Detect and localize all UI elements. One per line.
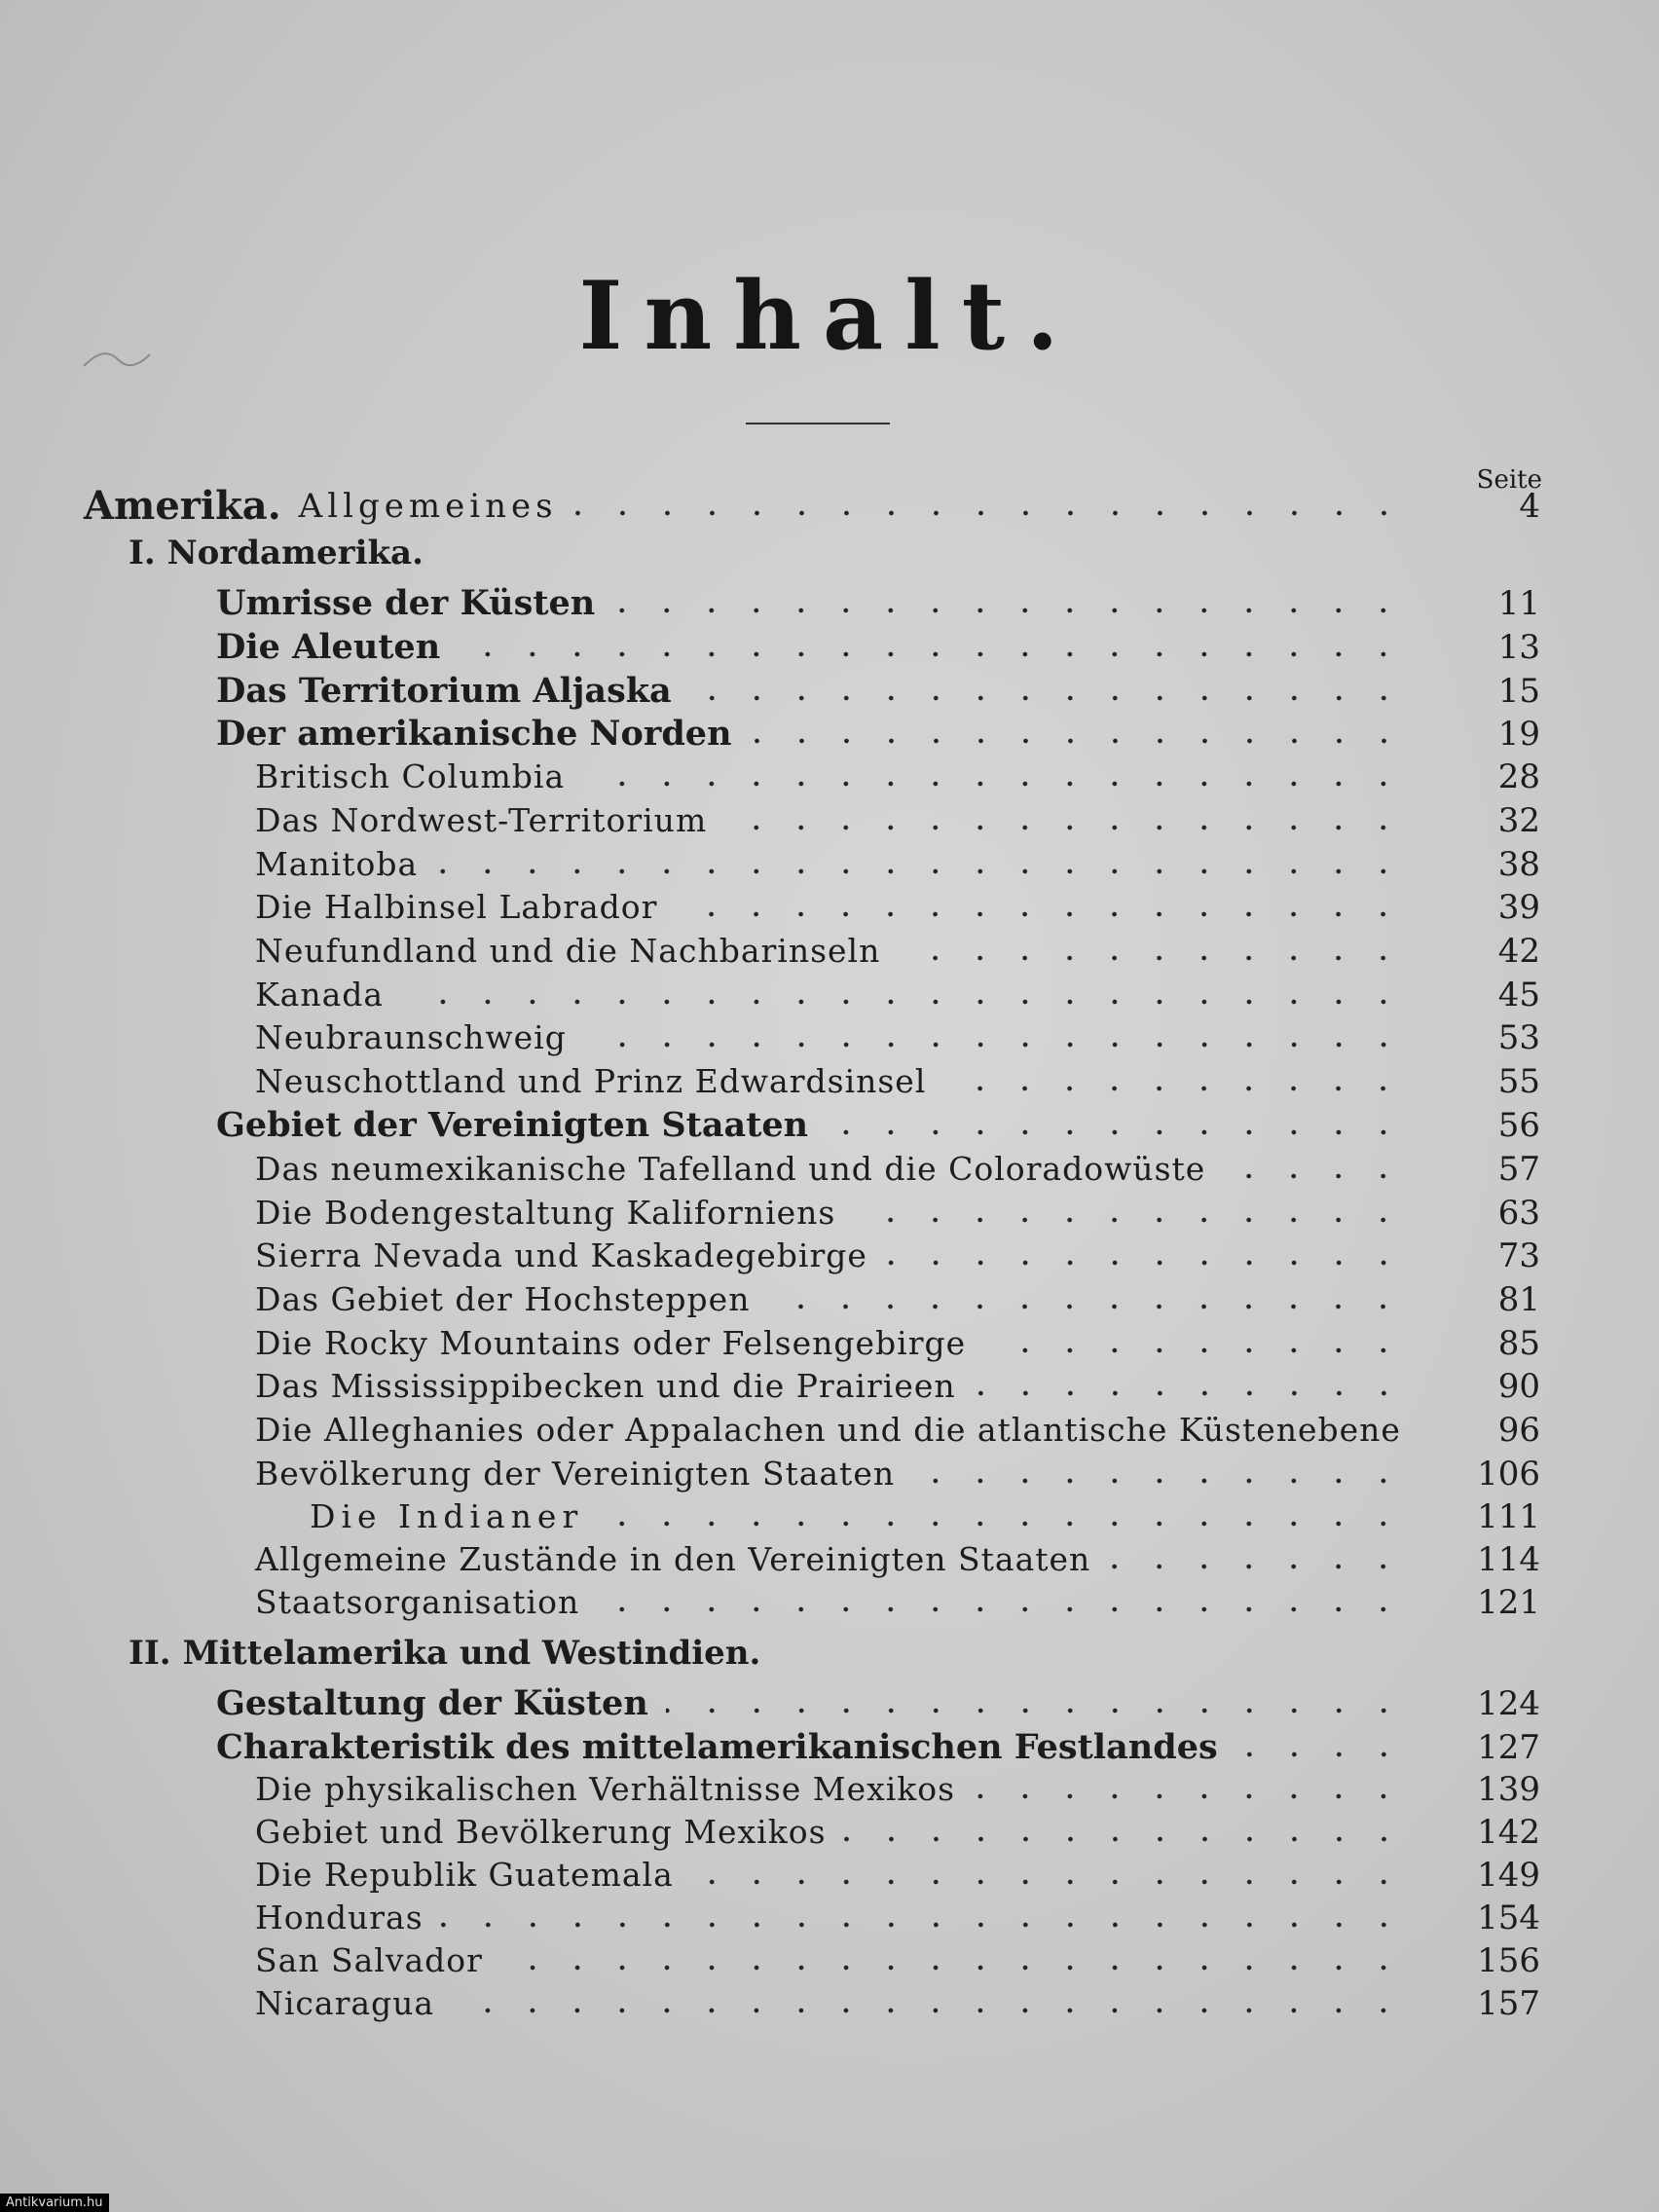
toc-entry-title: Die Bodengestaltung Kaliforniens [255,1194,836,1232]
toc-entry-title: Honduras [255,1899,424,1936]
toc-entry-page-number: 142 [1477,1813,1540,1852]
toc-entry-page-number: 28 [1497,757,1540,796]
dot-leader [441,1922,1406,1928]
toc-entry [0,713,1659,756]
toc-entry-page-number: 85 [1497,1324,1540,1363]
toc-entry [0,1632,1659,1675]
toc-entry-page-number: 124 [1477,1684,1540,1723]
toc-entry [0,1148,1659,1191]
dot-leader [885,1260,1406,1266]
toc-entry [0,756,1659,798]
toc-entry-page-number: 15 [1497,672,1540,711]
toc-entry-title: Das Territorium Aljaska [216,671,672,711]
dot-leader [691,1879,1406,1885]
toc-entry [0,1322,1659,1365]
dot-leader [458,651,1406,657]
toc-entry-title: Die Indianer [310,1497,584,1535]
toc-entry-title: I. Nordamerika. [129,534,424,572]
toc-entry-page-number: 154 [1477,1899,1540,1937]
dot-leader [724,825,1406,830]
toc-entry [0,930,1659,973]
toc-entry-title: Neufundland und die Nachbarinseln [255,932,881,970]
dot-leader [452,2008,1406,2013]
toc-entry-title: Kanada [255,976,385,1014]
toc-entry-page-number: 149 [1477,1856,1540,1895]
toc-entry [0,670,1659,713]
toc-entry-title: Staatsorganisation [255,1583,580,1621]
toc-entry-title: Amerika. [84,483,281,529]
toc-entry-page-number: 19 [1497,715,1540,754]
toc-entry-title: Nicaragua [255,1984,435,2022]
toc-entry [0,532,1659,574]
watermark: Antikvarium.hu [0,2194,109,2212]
toc-entry-page-number: 32 [1497,801,1540,840]
dot-leader [500,1965,1406,1971]
toc-entry-page-number: 127 [1477,1728,1540,1767]
dot-leader [401,999,1406,1005]
toc-entry [0,1235,1659,1277]
dot-leader [767,1304,1406,1309]
toc-entry [0,1495,1659,1538]
dot-leader [973,1793,1406,1799]
toc-entry-title: Sierra Nevada und Kaskadegebirge [255,1236,867,1274]
toc-entry-title: Neubraunschweig [255,1018,567,1056]
toc-entry [0,626,1659,669]
toc-entry-title: Die Rocky Mountains oder Felsengebirge [255,1324,967,1362]
dot-leader [675,911,1406,917]
toc-entry-title: Die physikalischen Verhältnisse Mexikos [255,1770,956,1808]
toc-entry [0,1278,1659,1321]
toc-entry [0,886,1659,929]
toc-entry-page-number: 96 [1497,1411,1540,1450]
toc-entry [0,1192,1659,1235]
dot-leader [844,1836,1406,1842]
toc-entry-title: Gebiet der Vereinigten Staaten [216,1105,809,1145]
toc-entry-page-number: 4 [1519,487,1540,526]
dot-leader [983,1347,1406,1353]
toc-entry-page-number: 139 [1477,1770,1540,1809]
toc-entry-title: Das neumexikanische Tafelland und die Coloradowüste [255,1150,1206,1188]
dot-leader [912,1478,1406,1484]
dot-leader [582,781,1406,787]
toc-entry [0,1060,1659,1103]
toc-entry [0,1726,1659,1769]
toc-entry-page-number: 53 [1497,1018,1540,1057]
toc-entry-page-number: 157 [1477,1984,1540,2023]
page-column-label: Seite [1476,465,1542,495]
toc-entry [0,1854,1659,1897]
dot-leader [898,955,1406,961]
toc-entry-page-number: 11 [1497,584,1540,623]
toc-entry-title: Allgemeine Zustände in den Vereinigten Staaten [255,1540,1091,1578]
toc-entry [0,1939,1659,1982]
toc-entry-subtitle: Allgemeines [298,487,558,526]
toc-entry-page-number: 38 [1497,845,1540,884]
toc-entry-title: Charakteristik des mittelamerikanischen Festlandes [216,1727,1218,1767]
dot-leader [1108,1564,1406,1569]
toc-entry-page-number: 73 [1497,1236,1540,1275]
page-title: Inhalt. [578,261,1081,371]
toc-entry-page-number: 56 [1497,1106,1540,1145]
toc-entry [0,1682,1659,1725]
toc-entry-title: Das Gebiet der Hochsteppen [255,1280,751,1318]
toc-entry [0,1016,1659,1059]
toc-entry-title: Gebiet und Bevölkerung Mexikos [255,1813,827,1851]
toc-entry-title: Die Alleghanies oder Appalachen und die atlantische Küstenebene [255,1411,1401,1449]
toc-entry-title: Das Mississippibecken und die Prairieen [255,1367,956,1405]
toc-entry-page-number: 57 [1497,1150,1540,1189]
toc-entry [0,1982,1659,2025]
toc-entry [0,1409,1659,1452]
toc-entry-title: Umrisse der Küsten [216,583,596,623]
dot-leader [584,1042,1406,1048]
dot-leader [943,1086,1406,1091]
toc-entry [0,1768,1659,1811]
toc-entry [0,1365,1659,1408]
toc-entry [0,974,1659,1016]
toc-entry-page-number: 63 [1497,1194,1540,1233]
toc-entry-title: Die Halbinsel Labrador [255,888,658,926]
toc-entry [0,1581,1659,1624]
toc-entry [0,1538,1659,1581]
toc-entry-title: Die Republik Guatemala [255,1856,674,1894]
dot-leader [435,868,1406,874]
dot-leader [601,1521,1406,1527]
dot-leader [974,1390,1406,1396]
toc-entry-page-number: 45 [1497,976,1540,1014]
toc-entry-title: Neuschottland und Prinz Edwardsinsel [255,1062,927,1100]
toc-entry-title: Der amerikanische Norden [216,714,732,754]
toc-entry-page-number: 55 [1497,1062,1540,1101]
toc-entry-page-number: 90 [1497,1367,1540,1406]
dot-leader [575,510,1406,516]
dot-leader [1235,1751,1406,1757]
toc-entry-title: Gestaltung der Küsten [216,1683,648,1723]
dot-leader [597,1606,1406,1612]
toc-entry-page-number: 156 [1477,1941,1540,1980]
dot-leader [826,1129,1406,1135]
title-divider [746,423,890,424]
toc-entry-title: Manitoba [255,845,419,883]
toc-entry [0,1811,1659,1854]
toc-entry-page-number: 111 [1477,1497,1540,1536]
toc-entry-title: Die Aleuten [216,627,441,667]
dot-leader [750,738,1406,744]
toc-entry [0,1897,1659,1939]
toc-entry-page-number: 106 [1477,1455,1540,1493]
toc-entry [0,1104,1659,1147]
dot-leader [689,695,1406,701]
toc-entry-page-number: 114 [1477,1540,1540,1579]
toc-entry [0,799,1659,842]
toc-entry [0,843,1659,886]
toc-entry-page-number: 42 [1497,932,1540,971]
toc-entry-page-number: 121 [1477,1583,1540,1622]
toc-entry [0,1453,1659,1495]
toc-entry-title: Das Nordwest-Territorium [255,801,708,839]
toc-entry-title: San Salvador [255,1941,483,1979]
dot-leader [666,1708,1406,1714]
dot-leader [1223,1173,1406,1179]
dot-leader [612,608,1406,613]
toc-entry-page-number: 13 [1497,628,1540,667]
toc-entry-title: II. Mittelamerika und Westindien. [129,1634,761,1673]
toc-entry-title: Bevölkerung der Vereinigten Staaten [255,1455,896,1493]
dot-leader [853,1217,1406,1223]
toc-entry-title: Britisch Columbia [255,757,566,795]
toc-entry [0,582,1659,625]
toc-entry-page-number: 81 [1497,1280,1540,1319]
toc-entry-page-number: 39 [1497,888,1540,927]
toc-entry [0,485,1659,528]
